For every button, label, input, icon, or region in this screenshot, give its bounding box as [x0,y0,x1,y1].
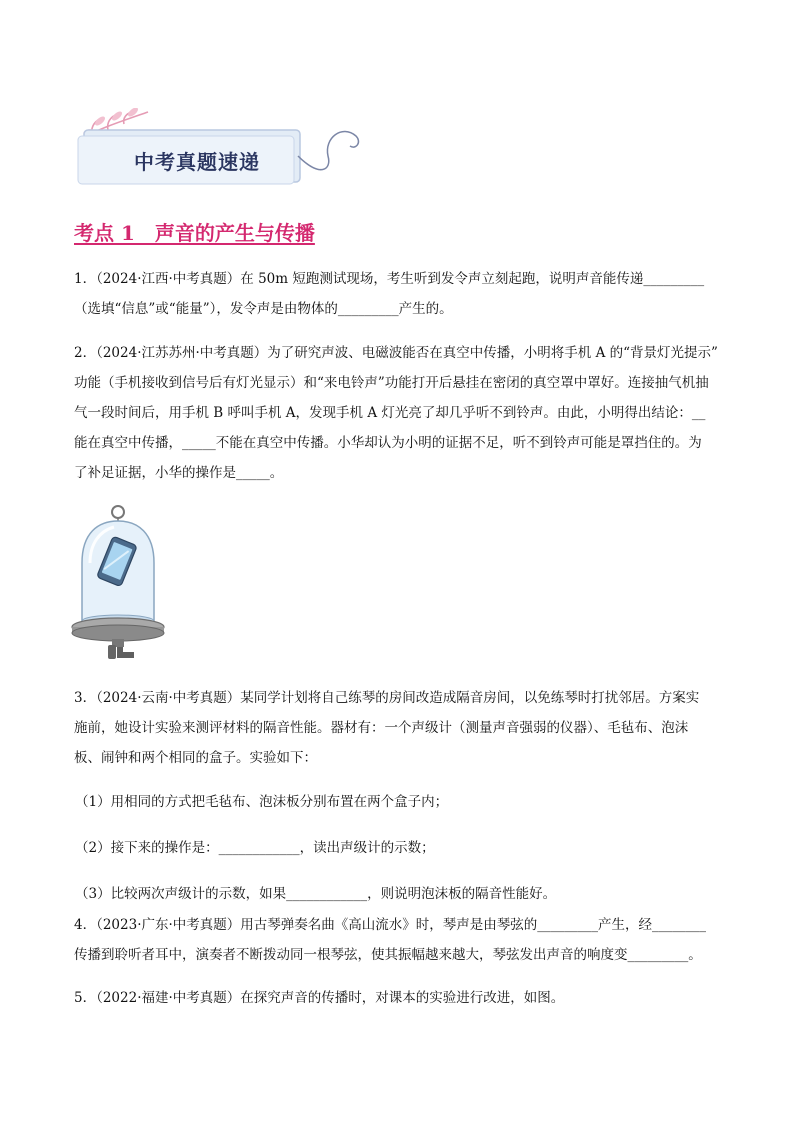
question-3-steps [75,779,725,917]
question-step: （3）比较两次声级计的示数，如果____________，则说明泡沫板的隔音性能好。 [75,886,557,902]
question-3 [74,683,724,773]
question-2 [74,338,724,488]
question-line: （选填“信息”或“能量”），发令声是由物体的_________产生的。 [74,301,453,317]
section-heading: 考点 1 声音的产生与传播 [74,221,315,245]
question-line: 了补足证据，小华的操作是_____。 [74,465,284,481]
question-1 [74,264,724,324]
question-line: 功能（手机接收到信号后有灯光显示）和“来电铃声”功能打开后悬挂在密闭的真空罩中罩好。连接抽气机抽 [74,375,709,391]
question-line: 4．（2023·广东·中考真题）用古琴弹奏名曲《高山流水》时，琴声是由琴弦的_________产生，经________ [74,917,707,933]
question-line: 气一段时间后，用手机 B 呼叫手机 A，发现手机 A 灯光亮了却几乎听不到铃声。由此，小明得出结论：__ [74,405,706,421]
question-line: 施前，她设计实验来测评材料的隔音性能。器材有：一个声级计（测量声音强弱的仪器）、毛毡布、泡沫 [74,720,689,736]
question-line: 板、闹钟和两个相同的盒子。实验如下： [74,750,317,766]
bell-jar-phone-icon [68,503,168,663]
question-5 [74,983,724,1013]
question-step: （2）接下来的操作是：____________，读出声级计的示数； [75,840,435,856]
question-step: （1）用相同的方式把毛毡布、泡沫板分别布置在两个盒子内； [75,794,449,810]
question-line: 5．（2022·福建·中考真题）在探究声音的传播时，对课本的实验进行改进，如图。 [74,990,565,1006]
question-4 [74,910,724,970]
question-line: 3．（2024·云南·中考真题）某同学计划将自己练琴的房间改造成隔音房间，以免练琴时打扰邻居。方案实 [74,690,700,706]
question-line: 2．（2024·江苏苏州·中考真题）为了研究声波、电磁波能否在真空中传播，小明将手机 A 的“背景灯光提示” [74,345,718,361]
section-banner [70,108,370,198]
question-line: 传播到聆听者耳中，演奏者不断拨动同一根琴弦，使其振幅越来越大，琴弦发出声音的响度变_________。 [74,947,702,963]
bell-jar-figure [68,503,168,663]
question-line: 1．（2024·江西·中考真题）在 50m 短跑测试现场，考生听到发令声立刻起跑，说明声音能传递_________ [74,271,705,287]
banner-title: 中考真题速递 [134,150,260,174]
question-line: 能在真空中传播，_____不能在真空中传播。小华却认为小明的证据不足，听不到铃声可能是罩挡住的。为 [74,435,702,451]
